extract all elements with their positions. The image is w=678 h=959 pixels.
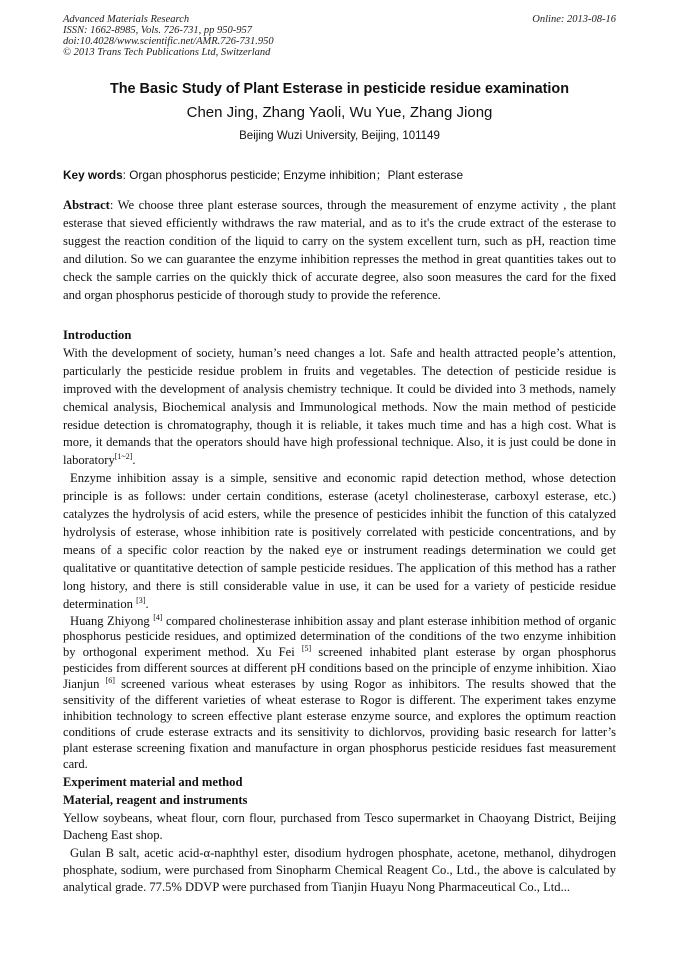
abstract — [63, 197, 616, 304]
experiment-section — [63, 774, 616, 897]
copyright-line: © 2013 Trans Tech Publications Ltd, Switzerland — [63, 47, 271, 58]
materials-subheading: Material, reagent and instruments — [63, 792, 248, 807]
citation-5: [5] — [301, 644, 312, 654]
citation-1-2: [1~2] — [114, 452, 133, 462]
issn-line: ISSN: 1662-8985, Vols. 726-731, pp 950-957 — [63, 25, 252, 36]
intro-paragraph-2: Enzyme inhibition assay is a simple, sensitive and economic rapid detection method, whose detection principle is as follows: under certain conditions, esterase (acetyl cholinesterase, carboxyl esterase, etc.) catalyzes the hydrolysis of acid esters, while the presence of pesticides inhibit the function of this catalyzed hydrolysis of esterase, whose inhibition rate is positively correlated with pesticide concentrations, and by means of a specific color reaction by the naked eye or instrument readings determination we could get qualitative or quantitative detection of sample pesticide residues. The application of this method has a rather long history, and there is still considerable value in use, it can be used for a variety of pesticide residue determination [3]. — [63, 471, 616, 611]
materials-paragraph-2: Gulan B salt, acetic acid-α-naphthyl ester, disodium hydrogen phosphate, acetone, methanol, dihydrogen phosphate, sodium, were purchased from Sinopharm Chemical Reagent Co., Ltd., the above is calculated by analytical grade. 77.5% DDVP were purchased from Tianjin Huayu Nong Pharmaceutical Co., Ltd... — [63, 845, 616, 895]
intro-paragraph-3: Huang Zhiyong [4] compared cholinesterase inhibition assay and plant esterase inhibition method of organic phosphorus pesticide residues, and optimized determination of the conditions of the two enzyme inhibition by orthogonal experiment method. Xu Fei [5] screened inhabited plant esterase by organ phosphorus pesticides from different sources at different pH conditions based on the principle of enzyme inhibition. Xiao Jianjun [6] screened various wheat esterases by using Rogor as inhibitors. The results showed that the sensitivity of the different varieties of wheat esterase to Rogor is different. The experiment takes enzyme inhibition technology to screen effective plant esterase enzyme source, and explores the optimum reaction conditions of crude esterase extracts and its sensitivity to dichlorvos, providing basic research for latter’s plant esterase screening fixation and manufacture in organ phosphorus pesticide residues fast measurement card. — [63, 612, 616, 771]
journal-header — [63, 14, 616, 58]
intro-paragraph-1: With the development of society, human’s need changes a lot. Safe and health attracted people’s attention, particularly the pesticide residue problem in fruits and vegetables. The detection of pesticide residue is improved with the development of analysis chemistry technique. It could be divided into 3 methods, namely chemical analysis, Biochemical analysis and Immunological methods. Now the main method of pesticide residue detection is chromatography, though it is reliable, it takes much time and has a high cost. What is more, it demands that the operators should have high professional technique. Also, it is just could be done in laboratory[1~2]. — [63, 345, 616, 468]
abstract-text: : We choose three plant esterase sources, through the measurement of enzyme activity , the plant esterase that sieved efficiently withdraws the raw material, and as to it's the crude extract of the esterase to suggest the reaction condition of the liquid to carry on the system excellent turn, such as pH, reaction time and dilution. So we can guarantee the enzyme inhibition represses the method in great quantities takes out to check the sample carries on the quickly thick of accurate degree, also soon measures the card for the fixed and organ phosphorus pesticide of thorough study to provide the reference. — [63, 198, 616, 302]
paper-title: The Basic Study of Plant Esterase in pesticide residue examination — [109, 81, 570, 97]
author-list: Chen Jing, Zhang Yaoli, Wu Yue, Zhang Jiong — [186, 104, 493, 121]
keywords — [63, 166, 623, 183]
affiliation: Beijing Wuzi University, Beijing, 101149 — [239, 130, 440, 142]
doi-line: doi:10.4028/www.scientific.net/AMR.726-731.950 — [63, 36, 274, 47]
introduction-section — [63, 327, 616, 773]
citation-6: [6] — [105, 676, 115, 686]
materials-paragraph-1: Yellow soybeans, wheat flour, corn flour, purchased from Tesco supermarket in Chaoyang District, Beijing Dacheng East shop. — [63, 810, 616, 843]
keywords-label: Key words — [63, 168, 123, 182]
online-date: Online: 2013-08-16 — [532, 14, 616, 25]
experiment-heading: Experiment material and method — [63, 775, 243, 789]
citation-3: [3] — [136, 595, 146, 605]
introduction-heading: Introduction — [63, 328, 132, 342]
abstract-label: Abstract — [63, 198, 110, 212]
journal-name: Advanced Materials Research — [63, 14, 190, 25]
citation-4: [4] — [153, 612, 163, 622]
keywords-text: : Organ phosphorus pesticide; Enzyme inhibition；Plant esterase — [122, 168, 464, 182]
